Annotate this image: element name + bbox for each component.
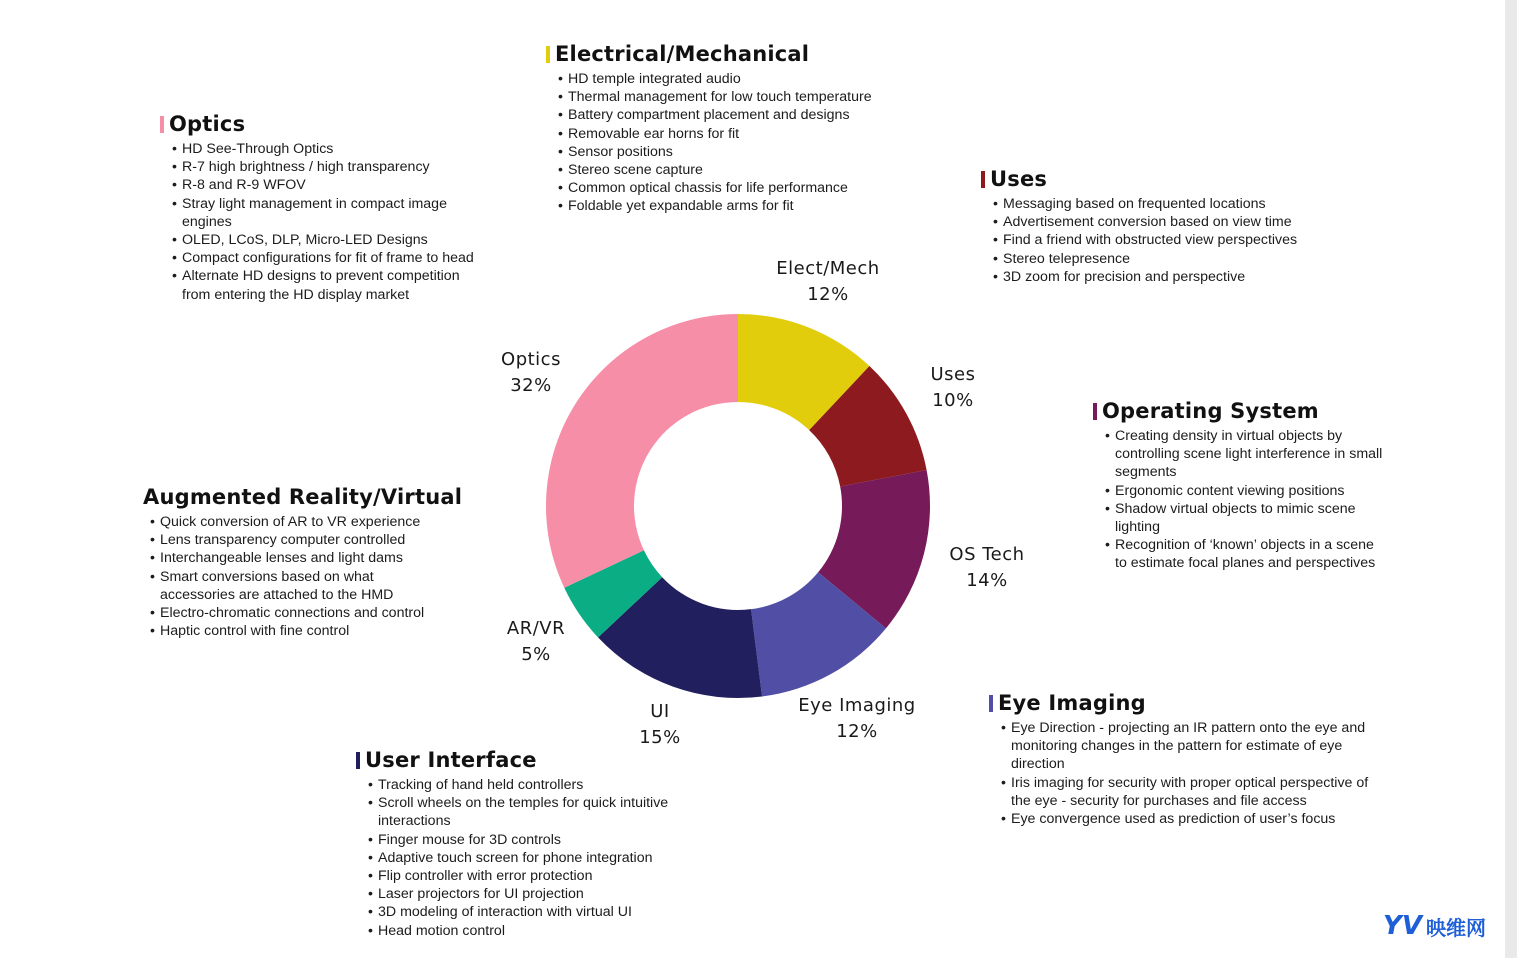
list-item: • Interchangeable lenses and light dams — [160, 549, 450, 567]
bullet-list — [546, 70, 872, 216]
category-marker — [546, 46, 550, 63]
list-item: • Find a friend with obstructed view perspectives — [1003, 231, 1297, 249]
slice-label: OS Tech — [949, 544, 1025, 565]
block-title: Optics — [169, 112, 246, 136]
list-item: • Flip controller with error protection — [378, 867, 706, 885]
list-item: • Eye convergence used as prediction of user’s focus — [1011, 810, 1381, 828]
watermark-logo — [1383, 911, 1486, 941]
slice-label: Elect/Mech — [776, 258, 880, 279]
list-item: • R-7 high brightness / high transparency — [182, 158, 490, 176]
list-item: • Stereo scene capture — [568, 161, 872, 179]
user-interface-block — [356, 748, 706, 940]
list-item: • Stray light management in compact image engines — [182, 195, 490, 231]
slice-percent-label: 10% — [932, 390, 974, 411]
list-item: • Removable ear horns for fit — [568, 125, 872, 143]
list-item: • Iris imaging for security with proper optical perspective of the eye - security for purchases and file access — [1011, 774, 1381, 810]
list-item: • Lens transparency computer controlled — [160, 531, 450, 549]
list-item: • Compact configurations for fit of frame to head — [182, 249, 490, 267]
bullet-list — [1093, 427, 1383, 573]
list-item: • Electro-chromatic connections and control — [160, 604, 450, 622]
block-title: Eye Imaging — [998, 691, 1146, 715]
bullet-list — [989, 719, 1381, 828]
list-item: • Shadow virtual objects to mimic scene lighting — [1115, 500, 1383, 536]
list-item: • Creating density in virtual objects by controlling scene light interference in small segments — [1115, 427, 1383, 482]
slice-label: Uses — [930, 364, 976, 385]
category-marker — [989, 695, 993, 712]
list-item: • Foldable yet expandable arms for fit — [568, 197, 872, 215]
list-item: • HD temple integrated audio — [568, 70, 872, 88]
ar-vr-block — [138, 485, 463, 640]
list-item: • Adaptive touch screen for phone integration — [378, 849, 706, 867]
logo-text: 映维网 — [1425, 915, 1486, 940]
slice-percent-label: 5% — [521, 644, 551, 665]
block-title: User Interface — [365, 748, 537, 772]
list-item: • Tracking of hand held controllers — [378, 776, 706, 794]
list-item: • Haptic control with fine control — [160, 622, 450, 640]
list-item: • R-8 and R-9 WFOV — [182, 176, 490, 194]
slice-percent-label: 12% — [807, 284, 849, 305]
bullet-list — [160, 140, 490, 304]
list-item: • Recognition of ‘known’ objects in a scene to estimate focal planes and perspectives — [1115, 536, 1383, 572]
list-item: • Scroll wheels on the temples for quick intuitive interactions — [378, 794, 706, 830]
slice-label: UI — [650, 701, 670, 722]
category-marker — [1093, 403, 1097, 420]
slice-label: AR/VR — [506, 618, 566, 639]
donut-slice-optics — [546, 314, 738, 588]
eye-imaging-block — [989, 691, 1381, 828]
electrical-mechanical-block — [546, 42, 872, 216]
slice-label: Eye Imaging — [798, 695, 916, 716]
bullet-list — [981, 195, 1297, 286]
list-item: • Sensor positions — [568, 143, 872, 161]
slice-percent-label: 32% — [510, 375, 552, 396]
list-item: • HD See-Through Optics — [182, 140, 490, 158]
slice-percent-label: 14% — [966, 570, 1008, 591]
slice-percent-label: 15% — [639, 727, 681, 748]
category-marker — [981, 171, 985, 188]
list-item: • Eye Direction - projecting an IR pattern onto the eye and monitoring changes in the pattern for estimate of eye direction — [1011, 719, 1381, 774]
list-item: • 3D zoom for precision and perspective — [1003, 268, 1297, 286]
optics-block — [160, 112, 490, 304]
bullet-list — [356, 776, 706, 940]
list-item: • Stereo telepresence — [1003, 250, 1297, 268]
list-item: • Alternate HD designs to prevent competition from entering the HD display market — [182, 267, 490, 303]
list-item: • Battery compartment placement and designs — [568, 106, 872, 124]
block-title: Uses — [990, 167, 1048, 191]
category-marker — [356, 752, 360, 769]
list-item: • Head motion control — [378, 922, 706, 940]
bullet-list — [138, 513, 450, 640]
list-item: • Laser projectors for UI projection — [378, 885, 706, 903]
list-item: • Thermal management for low touch temperature — [568, 88, 872, 106]
uses-block — [981, 167, 1297, 286]
list-item: • Messaging based on frequented locations — [1003, 195, 1297, 213]
list-item: • Finger mouse for 3D controls — [378, 831, 706, 849]
operating-system-block — [1093, 399, 1383, 573]
list-item: • Ergonomic content viewing positions — [1115, 482, 1383, 500]
list-item: • Advertisement conversion based on view time — [1003, 213, 1297, 231]
category-marker — [160, 116, 164, 133]
block-title: Electrical/Mechanical — [555, 42, 810, 66]
list-item: • Smart conversions based on what accessories are attached to the HMD — [160, 568, 450, 604]
block-title: Augmented Reality/Virtual — [143, 485, 463, 509]
slice-label: Optics — [501, 349, 561, 370]
block-title: Operating System — [1102, 399, 1319, 423]
list-item: • Common optical chassis for life performance — [568, 179, 872, 197]
list-item: • OLED, LCoS, DLP, Micro-LED Designs — [182, 231, 490, 249]
list-item: • Quick conversion of AR to VR experience — [160, 513, 450, 531]
slice-percent-label: 12% — [836, 721, 878, 742]
list-item: • 3D modeling of interaction with virtual UI — [378, 903, 706, 921]
logo-mark: YV — [1383, 911, 1422, 941]
